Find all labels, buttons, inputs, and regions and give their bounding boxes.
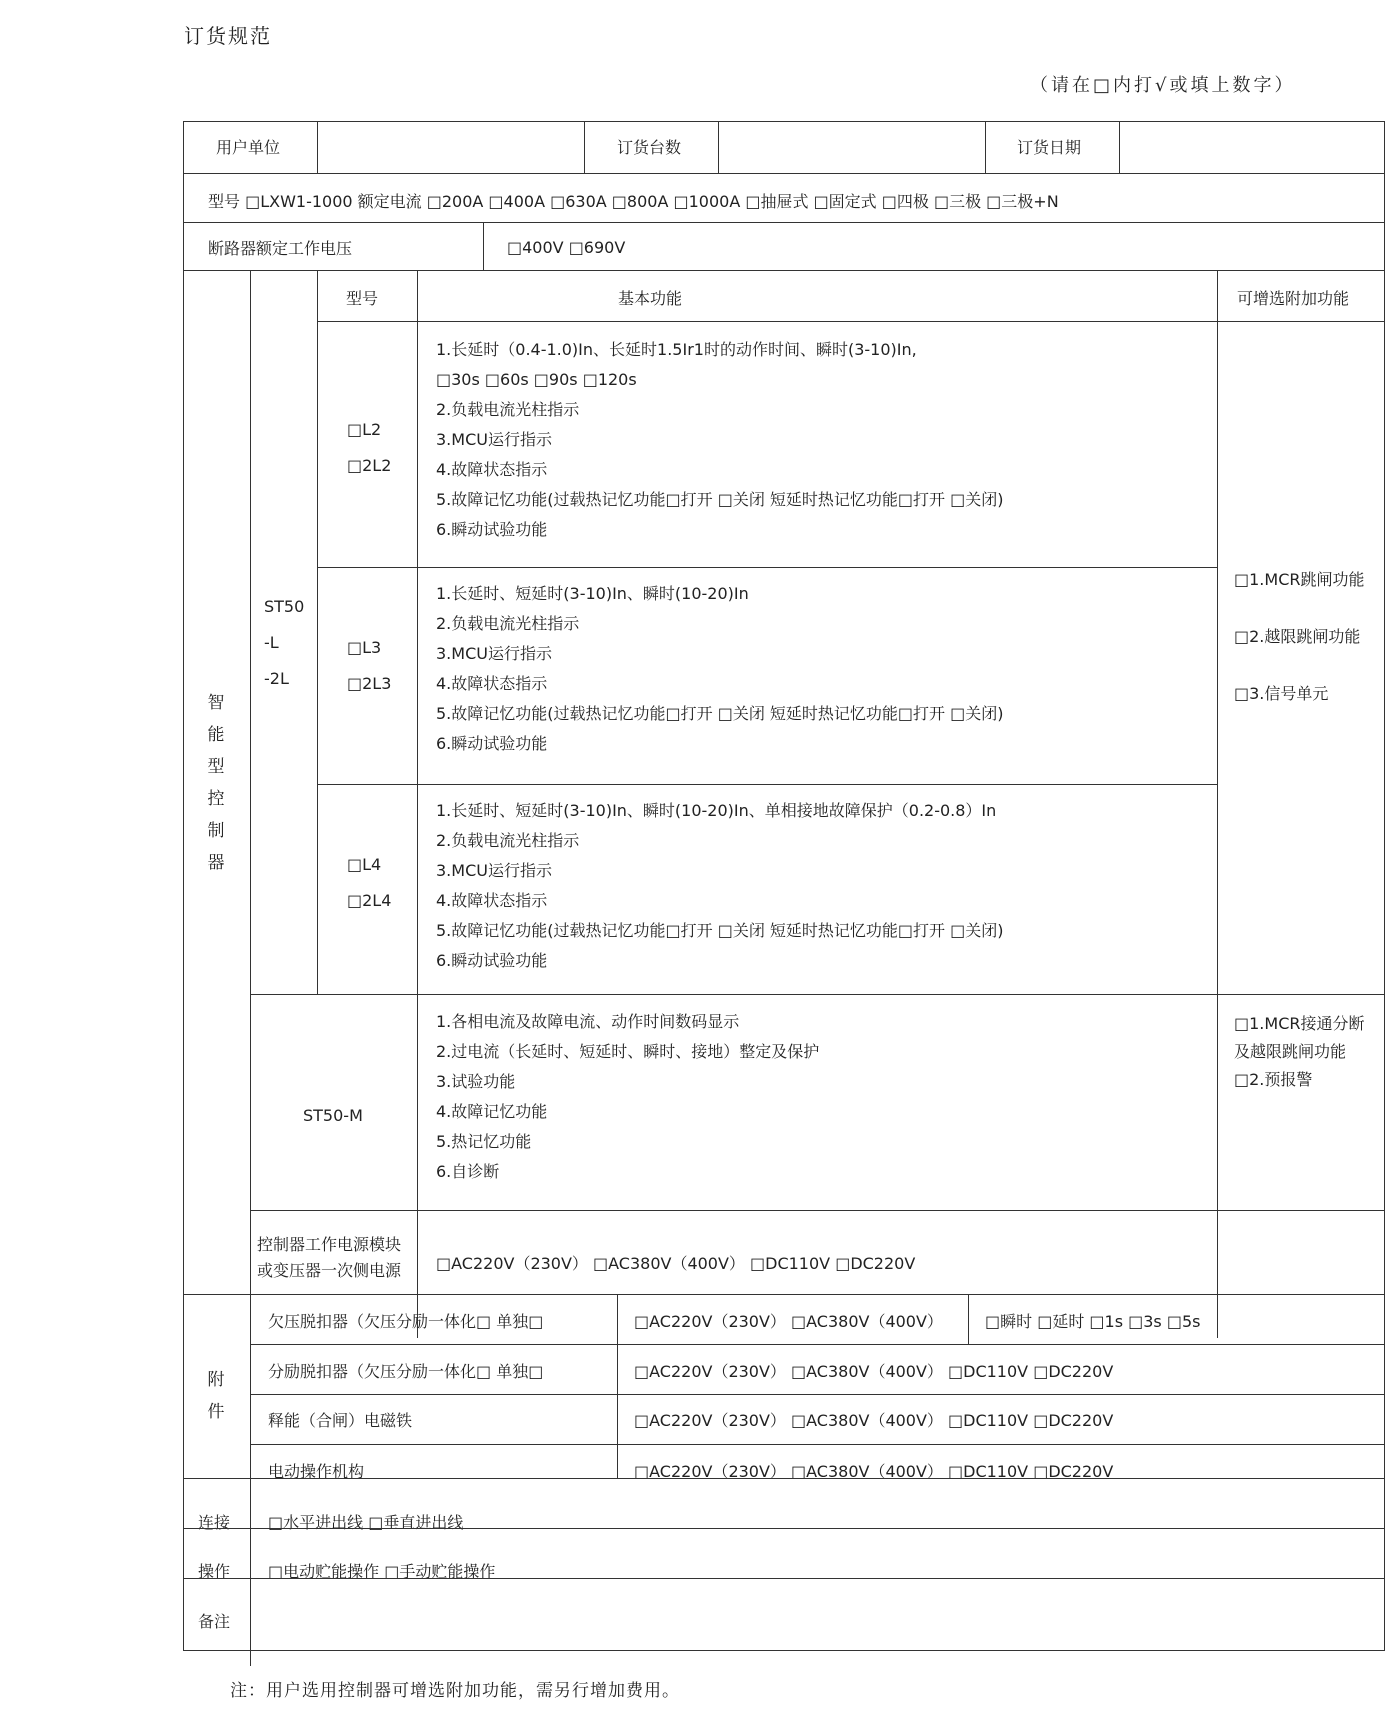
operation-label: 操作 — [198, 1562, 231, 1581]
order-date-label: 订货日期 — [1017, 138, 1082, 157]
accessory-name-shunt[interactable]: 分励脱扣器（欠压分励一体化□ 单独□ — [268, 1362, 544, 1381]
power-supply-label: 控制器工作电源模块 或变压器一次侧电源 — [257, 1235, 402, 1280]
operation-options[interactable]: □电动贮能操作 □手动贮能操作 — [268, 1562, 496, 1581]
model-select-l4[interactable]: □L4 □2L4 — [347, 855, 392, 910]
instruction-text: （请在□内打√或填上数字） — [1030, 75, 1296, 96]
page-title: 订货规范 — [184, 24, 272, 48]
st50-m-label: ST50-M — [303, 1106, 363, 1125]
footnote: 注：用户选用控制器可增选附加功能，需另行增加费用。 — [230, 1681, 680, 1701]
accessory-options-closing-coil[interactable]: □AC220V（230V） □AC380V（400V） □DC110V □DC220V — [634, 1411, 1114, 1430]
connection-options[interactable]: □水平进出线 □垂直进出线 — [268, 1513, 464, 1532]
col-model-header: 型号 — [346, 289, 379, 308]
model-row[interactable]: 型号 □LXW1-1000 额定电流 □200A □400A □630A □800A □1000A □抽屉式 □固定式 □四极 □三极 □三极+N — [208, 192, 1059, 211]
accessory-options-motor-operator[interactable]: □AC220V（230V） □AC380V（400V） □DC110V □DC220V — [634, 1462, 1114, 1481]
model-select-l2[interactable]: □L2 □2L2 — [347, 420, 392, 475]
user-unit-label: 用户单位 — [216, 138, 281, 157]
accessory-options-undervoltage[interactable]: □AC220V（230V） □AC380V（400V） — [634, 1312, 943, 1331]
col-optional-header: 可增选附加功能 — [1237, 289, 1350, 308]
rated-voltage-options[interactable]: □400V □690V — [507, 238, 626, 257]
accessory-name-motor-operator: 电动操作机构 — [268, 1462, 365, 1481]
remarks-field[interactable] — [252, 1580, 1382, 1650]
st50-l-label: ST50 -L -2L — [264, 597, 305, 688]
model-select-l3[interactable]: □L3 □2L3 — [347, 638, 392, 693]
functions-st50-m: 1.各相电流及故障电流、动作时间数码显示 2.过电流（长延时、短延时、瞬时、接地）整定及保护 3.试验功能 4.故障记忆功能 5.热记忆功能 6.自诊断 — [436, 1012, 820, 1181]
accessories-section-label: 附 件 — [207, 1370, 225, 1422]
optional-functions-m[interactable]: □1.MCR接通分断 及越限跳闸功能 □2.预报警 — [1234, 1014, 1365, 1089]
order-qty-field[interactable] — [720, 124, 983, 171]
order-spec-table — [183, 121, 1385, 1651]
functions-l4: 1.长延时、短延时(3-10)In、瞬时(10-20)In、单相接地故障保护（0.2-0.8）In 2.负载电流光柱指示 3.MCU运行指示 4.故障状态指示 5.故障记忆功能(过载热记忆功能□打开 □关闭 短延时热记忆功能□打开 □关闭) 6.瞬动试验功能 — [436, 801, 1004, 970]
power-supply-options[interactable]: □AC220V（230V） □AC380V（400V） □DC110V □DC220V — [436, 1254, 916, 1273]
remarks-label: 备注 — [198, 1612, 231, 1631]
accessory-options-shunt[interactable]: □AC220V（230V） □AC380V（400V） □DC110V □DC220V — [634, 1362, 1114, 1381]
controller-section-label: 智 能 型 控 制 器 — [207, 693, 225, 873]
rated-voltage-label: 断路器额定工作电压 — [208, 239, 353, 258]
optional-functions-l[interactable]: □1.MCR跳闸功能 □2.越限跳闸功能 □3.信号单元 — [1234, 570, 1365, 703]
accessory-name-undervoltage[interactable]: 欠压脱扣器（欠压分励一体化□ 单独□ — [268, 1312, 544, 1331]
connection-label: 连接 — [198, 1513, 231, 1532]
order-qty-label: 订货台数 — [617, 138, 682, 157]
functions-l3: 1.长延时、短延时(3-10)In、瞬时(10-20)In 2.负载电流光柱指示 3.MCU运行指示 4.故障状态指示 5.故障记忆功能(过载热记忆功能□打开 □关闭 短延时热记忆功能□打开 □关闭) 6.瞬动试验功能 — [436, 584, 1004, 753]
user-unit-field[interactable] — [319, 124, 582, 171]
order-date-field[interactable] — [1121, 124, 1381, 171]
functions-l2: 1.长延时（0.4-1.0)In、长延时1.5Ir1时的动作时间、瞬时(3-10)In, □30s □60s □90s □120s 2.负载电流光柱指示 3.MCU运行指示 4.故障状态指示 5.故障记忆功能(过载热记忆功能□打开 □关闭 短延时热记忆功能□打开 □关闭) 6.瞬动试验功能 — [436, 340, 1004, 539]
accessory-delay-undervoltage[interactable]: □瞬时 □延时 □1s □3s □5s — [985, 1312, 1201, 1331]
col-basic-header: 基本功能 — [618, 289, 683, 308]
accessory-name-closing-coil: 释能（合闸）电磁铁 — [268, 1411, 413, 1430]
